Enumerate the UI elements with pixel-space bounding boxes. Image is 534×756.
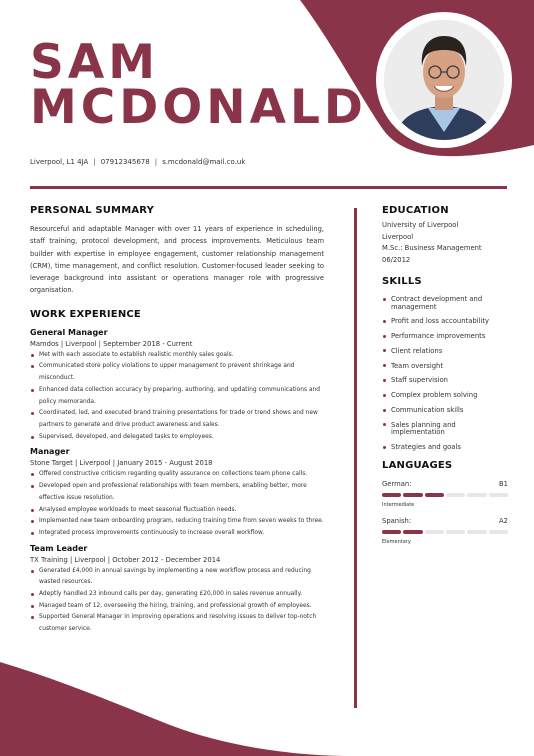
language-level-segment xyxy=(446,493,465,497)
job-bullet: Developed open and professional relationships with team members, enabling better, more effective issue resolution. xyxy=(30,481,324,504)
skill-item: Sales planning and implementation xyxy=(382,422,508,437)
job-title: Team Leader xyxy=(30,543,88,553)
job-title: Manager xyxy=(30,447,70,457)
language-name: German: xyxy=(382,479,412,488)
contact-email: s.mcdonald@mail.co.uk xyxy=(162,158,246,166)
bottom-left-wave-shape xyxy=(0,662,350,756)
education-heading: EDUCATION xyxy=(382,205,449,216)
language-level-segment xyxy=(425,530,444,534)
job-title: General Manager xyxy=(30,327,108,337)
job-entry xyxy=(30,447,324,539)
profile-photo xyxy=(384,20,504,140)
language-level-bar xyxy=(382,530,508,534)
job-bullet: Generated £4,000 in annual savings by implementing a new workflow process and reducing wasted resources. xyxy=(30,566,324,589)
left-column xyxy=(30,205,324,636)
skill-item: Complex problem solving xyxy=(382,392,508,400)
job-meta: Stone Target | Liverpool | January 2015 - August 2018 xyxy=(30,459,213,468)
job-meta: TX Training | Liverpool | October 2012 - December 2014 xyxy=(30,555,221,564)
language-level-segment xyxy=(403,530,422,534)
education-school: University of Liverpool xyxy=(382,221,459,229)
language-code: B1 xyxy=(499,479,508,488)
skill-item: Communication skills xyxy=(382,407,508,415)
job-bullet: Offered constructive criticism regarding quality assurance on collections team phone calls. xyxy=(30,469,324,481)
language-row xyxy=(382,480,508,488)
education-date: 06/2012 xyxy=(382,255,411,264)
job-bullets xyxy=(30,350,324,444)
job-entry xyxy=(30,544,324,636)
languages-heading: LANGUAGES xyxy=(382,459,453,471)
skill-item: Client relations xyxy=(382,348,508,356)
skills-list xyxy=(382,296,508,452)
job-bullet: Integrated process improvements continuously to increase overall workflow. xyxy=(30,528,324,540)
right-column xyxy=(382,205,508,545)
language-level-bar xyxy=(382,493,508,497)
last-name: MCDONALD xyxy=(30,80,367,135)
job-bullet: Enhanced data collection accuracy by preparing, authoring, and updating communications and policy memoranda. xyxy=(30,385,324,408)
language-level-segment xyxy=(446,530,465,534)
language-level-segment xyxy=(425,493,444,497)
education-details xyxy=(382,220,508,266)
job-bullet: Analysed employee workloads to meet seasonal fluctuation needs. xyxy=(30,505,324,517)
contact-separator: | xyxy=(154,158,158,166)
job-bullets xyxy=(30,566,324,636)
job-bullet: Supervised, developed, and delegated tasks to employees. xyxy=(30,432,324,444)
education-degree: M.Sc.: Business Management xyxy=(382,244,482,252)
job-meta: Mamdos | Liverpool | September 2018 - Current xyxy=(30,339,193,348)
education-city: Liverpool xyxy=(382,232,414,241)
skill-item: Team oversight xyxy=(382,363,508,371)
job-bullet: Communicated store policy violations to upper management to prevent shrinkage and misconduct. xyxy=(30,361,324,384)
skill-item: Strategies and goals xyxy=(382,444,508,452)
contact-line xyxy=(30,158,245,166)
personal-summary-heading: PERSONAL SUMMARY xyxy=(30,205,155,216)
work-experience-heading: WORK EXPERIENCE xyxy=(30,308,141,320)
language-level-segment xyxy=(467,493,486,497)
skill-item: Contract development and management xyxy=(382,296,508,311)
job-bullet: Implemented new team onboarding program, reducing training time from seven weeks to three. xyxy=(30,516,324,528)
job-bullet: Managed team of 12, overseeing the hiring, training, and professional growth of employees. xyxy=(30,601,324,613)
contact-phone: 07912345678 xyxy=(100,158,150,166)
job-bullet: Met with each associate to establish realistic monthly sales goals. xyxy=(30,350,324,362)
skill-item: Performance improvements xyxy=(382,333,508,341)
contact-address: Liverpool, L1 4JA xyxy=(30,158,89,166)
language-entry xyxy=(382,480,508,508)
language-code: A2 xyxy=(499,516,508,525)
person-avatar-icon xyxy=(384,20,504,140)
contact-separator: | xyxy=(93,158,96,166)
job-bullets xyxy=(30,469,324,539)
language-level-segment xyxy=(382,493,401,497)
column-divider xyxy=(354,208,357,708)
job-entry xyxy=(30,328,324,444)
language-entry xyxy=(382,517,508,545)
language-level-segment xyxy=(467,530,486,534)
first-name: SAM xyxy=(30,35,159,90)
personal-summary-text: Resourceful and adaptable Manager with over 11 years of experience in scheduling, staff training, protocol development, and process improvements. Meticulous team builder with expertise in employee engagement, customer relationship management (CRM), time management, and conflict resolution. Customer-focused leader seeking to leverage background into assistant or operations manager role with progressive organisation. xyxy=(30,225,324,295)
skill-item: Profit and loss accountability xyxy=(382,318,508,326)
header-divider xyxy=(30,186,507,189)
job-bullet: Adeptly handled 23 inbound calls per day, generating £20,000 in sales revenue annually. xyxy=(30,589,324,601)
language-level-segment xyxy=(382,530,401,534)
job-bullet: Supported General Manager in improving operations and resolving issues to deliver top-notch customer service. xyxy=(30,612,324,635)
job-bullet: Coordinated, led, and executed brand training presentations for trade or trend shows and new partners to generate and drive product awareness and sales. xyxy=(30,408,324,431)
language-level-label: Intermediate xyxy=(382,501,415,508)
language-level-segment xyxy=(489,530,508,534)
language-level-label: Elementary xyxy=(382,538,411,545)
skills-heading: SKILLS xyxy=(382,276,422,287)
language-row xyxy=(382,517,508,525)
language-name: Spanish: xyxy=(382,516,412,525)
language-level-segment xyxy=(403,493,422,497)
skill-item: Staff supervision xyxy=(382,377,508,385)
language-level-segment xyxy=(489,493,508,497)
